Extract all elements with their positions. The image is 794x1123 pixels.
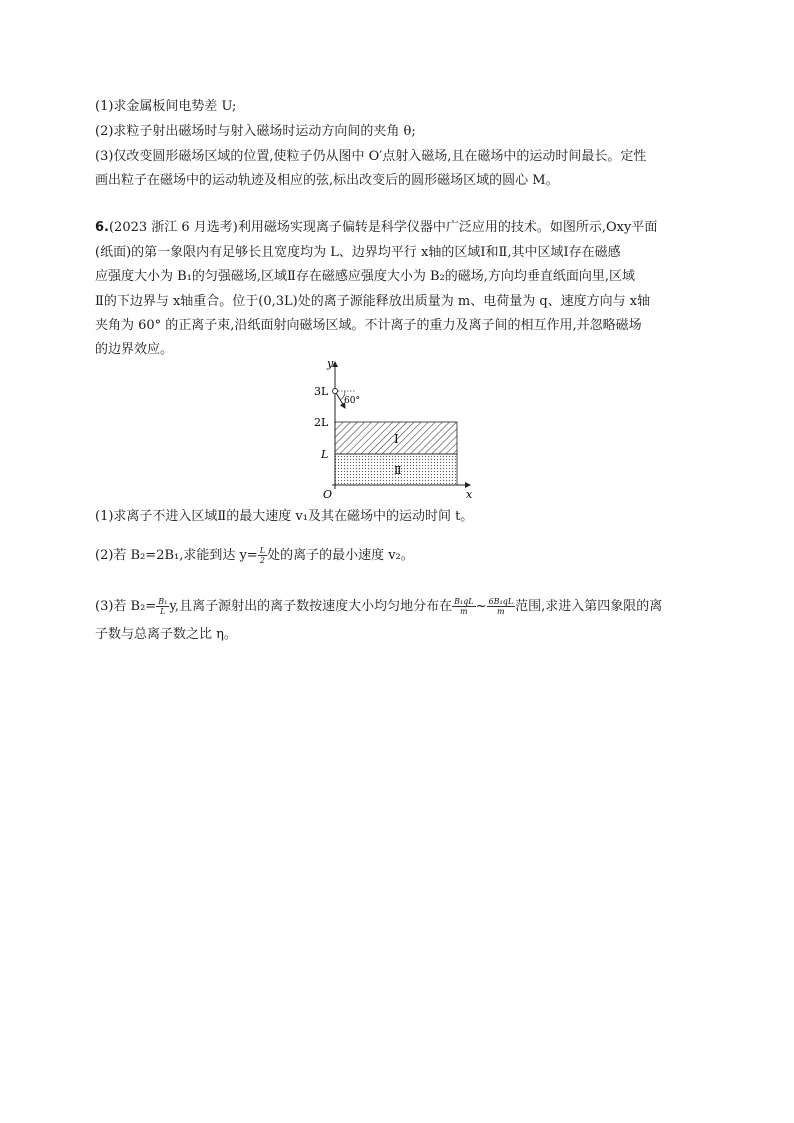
problem-6-line-5: 夹角为 60° 的正离子束,沿纸面射向磁场区域。不计离子的重力及离子间的相互作用,并忽略磁场 [95,318,642,333]
problem-6-line-1 [95,219,657,237]
problem-6-line-6: 的边界效应。 [95,342,174,357]
magnetic-field-diagram [310,356,490,501]
question-2-line: (2)求粒子射出磁场时与射入磁场时运动方向间的夹角 θ; [95,124,416,139]
sub-question-3-text-a: (3)若 B₂= [95,599,157,614]
sub-question-2-text-b: 处的离子的最小速度 v₂。 [267,548,414,563]
region-2-label: Ⅱ [394,464,402,477]
tick-label-2L: 2L [314,416,329,429]
fraction-min-speed [452,597,476,616]
sub-question-3-text-c: 范围,求进入第四象限的离 [515,599,663,614]
fraction-denominator: 2 [258,555,267,565]
sub-question-2 [95,546,414,565]
question-3-line-1: (3)仅改变圆形磁场区域的位置,使粒子仍从图中 O′点射入磁场,且在磁场中的运动时间最长。定性 [95,149,647,164]
fraction-numerator: L [259,546,266,555]
fraction-denominator: m [452,606,476,616]
x-axis-label: x [466,488,473,501]
tick-label-L: L [321,448,329,461]
fraction-numerator: B₁ [158,597,168,606]
origin-label: O [323,488,333,501]
y-axis-label: y [327,357,334,370]
fraction-L-over-2 [258,546,267,565]
question-3-line-2: 画出粒子在磁场中的运动轨迹及相应的弦,标出改变后的圆形磁场区域的圆心 M。 [95,173,559,188]
tick-label-3L: 3L [314,385,329,398]
fraction-numerator: 6B₁qL [488,597,514,606]
sub-question-3-text-b: y,且离子源射出的离子数按速度大小均匀地分布在 [169,599,453,614]
sub-question-2-text-a: (2)若 B₂=2B₁,求能到达 y= [95,548,258,563]
sub-question-3-line-1 [95,597,662,616]
problem-number: 6. [95,220,109,235]
fraction-B1-over-L [156,597,169,616]
ion-source-dot [333,389,338,394]
region-1-label: Ⅰ [394,432,399,446]
problem-6-line-3: 应强度大小为 B₁的匀强磁场,区域Ⅱ存在磁感应强度大小为 B₂的磁场,方向均垂直纸面向里,区域 [95,269,636,284]
range-tilde: ~ [475,599,487,614]
sub-question-1: (1)求离子不进入区域Ⅱ的最大速度 v₁及其在磁场中的运动时间 t。 [95,509,474,524]
angle-label: 60° [344,396,360,406]
problem-6-line-2: (纸面)的第一象限内有足够长且宽度均为 L、边界均平行 x轴的区域Ⅰ和Ⅱ,其中区域Ⅰ存在磁感 [95,245,621,260]
problem-source: (2023 浙江 6 月选考) [108,220,238,235]
fraction-numerator: B₁qL [454,597,474,606]
sub-question-3-line-2: 子数与总离子数之比 η。 [95,627,237,642]
problem-text-line: 利用磁场实现离子偏转是科学仪器中广泛应用的技术。如图所示,Oxy平面 [237,220,658,235]
problem-6-line-4: Ⅱ的下边界与 x轴重合。位于(0,3L)处的离子源能释放出质量为 m、电荷量为 q、速度方向与 x轴 [95,294,651,309]
fraction-max-speed [487,597,516,616]
fraction-denominator: L [156,606,169,616]
fraction-denominator: m [487,606,516,616]
question-1-line: (1)求金属板间电势差 U; [95,99,237,114]
